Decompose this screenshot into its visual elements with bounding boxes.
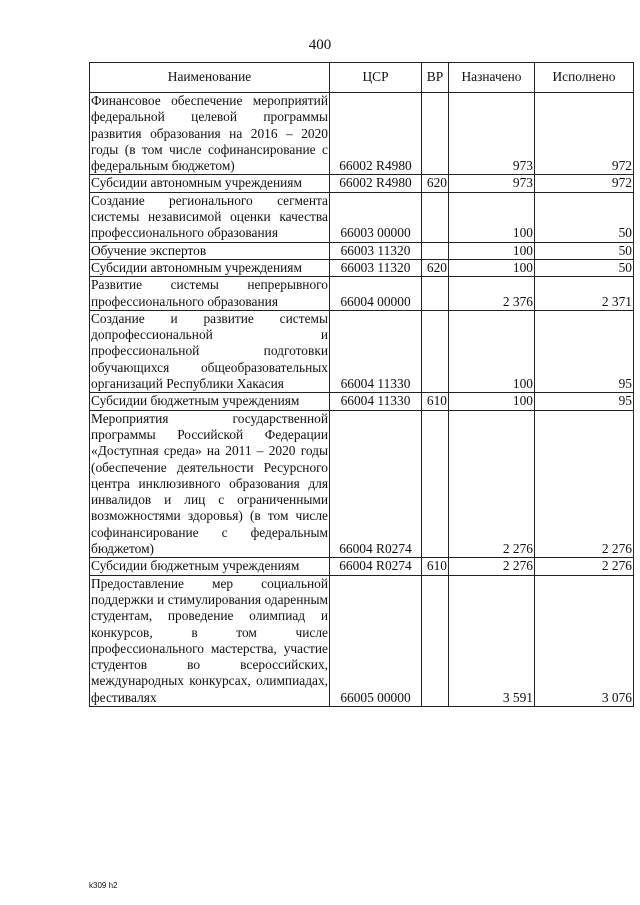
page-number: 400 — [308, 37, 332, 53]
row-assigned: 2 276 — [449, 558, 535, 575]
row-name: Мероприятия государственной программы Российской Федерации «Доступная среда» на 2011 – 2020 годы (обеспечение деятельности Ресурсного центра инклюзивного образования для инвалидов и лиц с ограниченными возможностями здоровья) (в том числе софинансирование с федеральным бюджетом) — [91, 410, 328, 557]
table-row — [90, 259, 634, 276]
row-vr — [422, 277, 449, 311]
row-assigned: 100 — [449, 192, 535, 242]
row-vr — [422, 242, 449, 259]
row-vr — [422, 410, 449, 558]
row-assigned: 2 276 — [449, 410, 535, 558]
column-header-csr: ЦСР — [330, 63, 422, 93]
row-name: Создание регионального сегмента системы независимой оценки качества профессионального образования — [91, 192, 328, 241]
budget-table — [89, 62, 634, 707]
table-row — [90, 277, 634, 311]
row-csr: 66003 11320 — [330, 259, 422, 276]
row-name: Субсидии автономным учреждениям — [90, 259, 330, 276]
row-csr: 66004 R0274 — [330, 558, 422, 575]
row-csr: 66004 R0274 — [330, 410, 422, 558]
table-row — [90, 192, 634, 242]
row-name: Субсидии бюджетным учреждениям — [90, 393, 330, 410]
row-csr: 66003 00000 — [330, 192, 422, 242]
row-vr: 620 — [422, 259, 449, 276]
row-executed: 50 — [535, 242, 634, 259]
table-row — [90, 175, 634, 192]
row-assigned: 973 — [449, 175, 535, 192]
row-assigned: 100 — [449, 393, 535, 410]
row-name: Субсидии бюджетным учреждениям — [90, 558, 330, 575]
row-csr: 66005 00000 — [330, 575, 422, 706]
table-row — [90, 242, 634, 259]
row-executed: 50 — [535, 259, 634, 276]
row-vr: 610 — [422, 393, 449, 410]
row-vr: 610 — [422, 558, 449, 575]
row-vr — [422, 310, 449, 392]
table-row — [90, 575, 634, 706]
table-row — [90, 410, 634, 558]
row-assigned: 100 — [449, 310, 535, 392]
row-executed: 2 276 — [535, 558, 634, 575]
column-header-executed: Исполнено — [535, 63, 634, 93]
row-csr: 66004 00000 — [330, 277, 422, 311]
row-name: Финансовое обеспечение мероприятий федеральной целевой программы развития образования на 2016 – 2020 годы (в том числе софинансирование с федеральным бюджетом) — [91, 93, 328, 174]
table-header-row — [90, 63, 634, 93]
row-vr — [422, 575, 449, 706]
row-name: Предоставление мер социальной поддержки и стимулирования одаренным студентам, проведение олимпиад и конкурсов, в том числе профессионального мастерства, участие студентов во всероссийских, международных конкурсах, олимпиадах, фестивалях — [91, 575, 328, 705]
column-header-assigned: Назначено — [449, 63, 535, 93]
row-executed: 2 371 — [535, 277, 634, 311]
row-vr — [422, 192, 449, 242]
document-code: k309 h2 — [89, 881, 118, 890]
row-name: Создание и развитие системы допрофессиональной и профессиональной подготовки обучающихся общеобразовательных организаций Республики Хакасия — [91, 310, 328, 392]
row-executed: 95 — [535, 393, 634, 410]
row-name: Обучение экспертов — [90, 242, 330, 259]
table-row — [90, 558, 634, 575]
row-executed: 972 — [535, 93, 634, 175]
row-executed: 2 276 — [535, 410, 634, 558]
row-csr: 66002 R4980 — [330, 175, 422, 192]
table-row — [90, 393, 634, 410]
row-executed: 3 076 — [535, 575, 634, 706]
row-assigned: 100 — [449, 242, 535, 259]
row-csr: 66004 11330 — [330, 310, 422, 392]
row-name: Субсидии автономным учреждениям — [90, 175, 330, 192]
row-csr: 66003 11320 — [330, 242, 422, 259]
row-csr: 66002 R4980 — [330, 93, 422, 175]
table-row — [90, 93, 634, 175]
row-assigned: 100 — [449, 259, 535, 276]
row-executed: 50 — [535, 192, 634, 242]
table-row — [90, 310, 634, 392]
row-assigned: 2 376 — [449, 277, 535, 311]
row-assigned: 3 591 — [449, 575, 535, 706]
row-name: Развитие системы непрерывного профессионального образования — [91, 277, 328, 309]
row-vr — [422, 93, 449, 175]
row-vr: 620 — [422, 175, 449, 192]
row-executed: 95 — [535, 310, 634, 392]
column-header-name: Наименование — [90, 63, 330, 93]
row-assigned: 973 — [449, 93, 535, 175]
column-header-vr: ВР — [422, 63, 449, 93]
row-executed: 972 — [535, 175, 634, 192]
row-csr: 66004 11330 — [330, 393, 422, 410]
